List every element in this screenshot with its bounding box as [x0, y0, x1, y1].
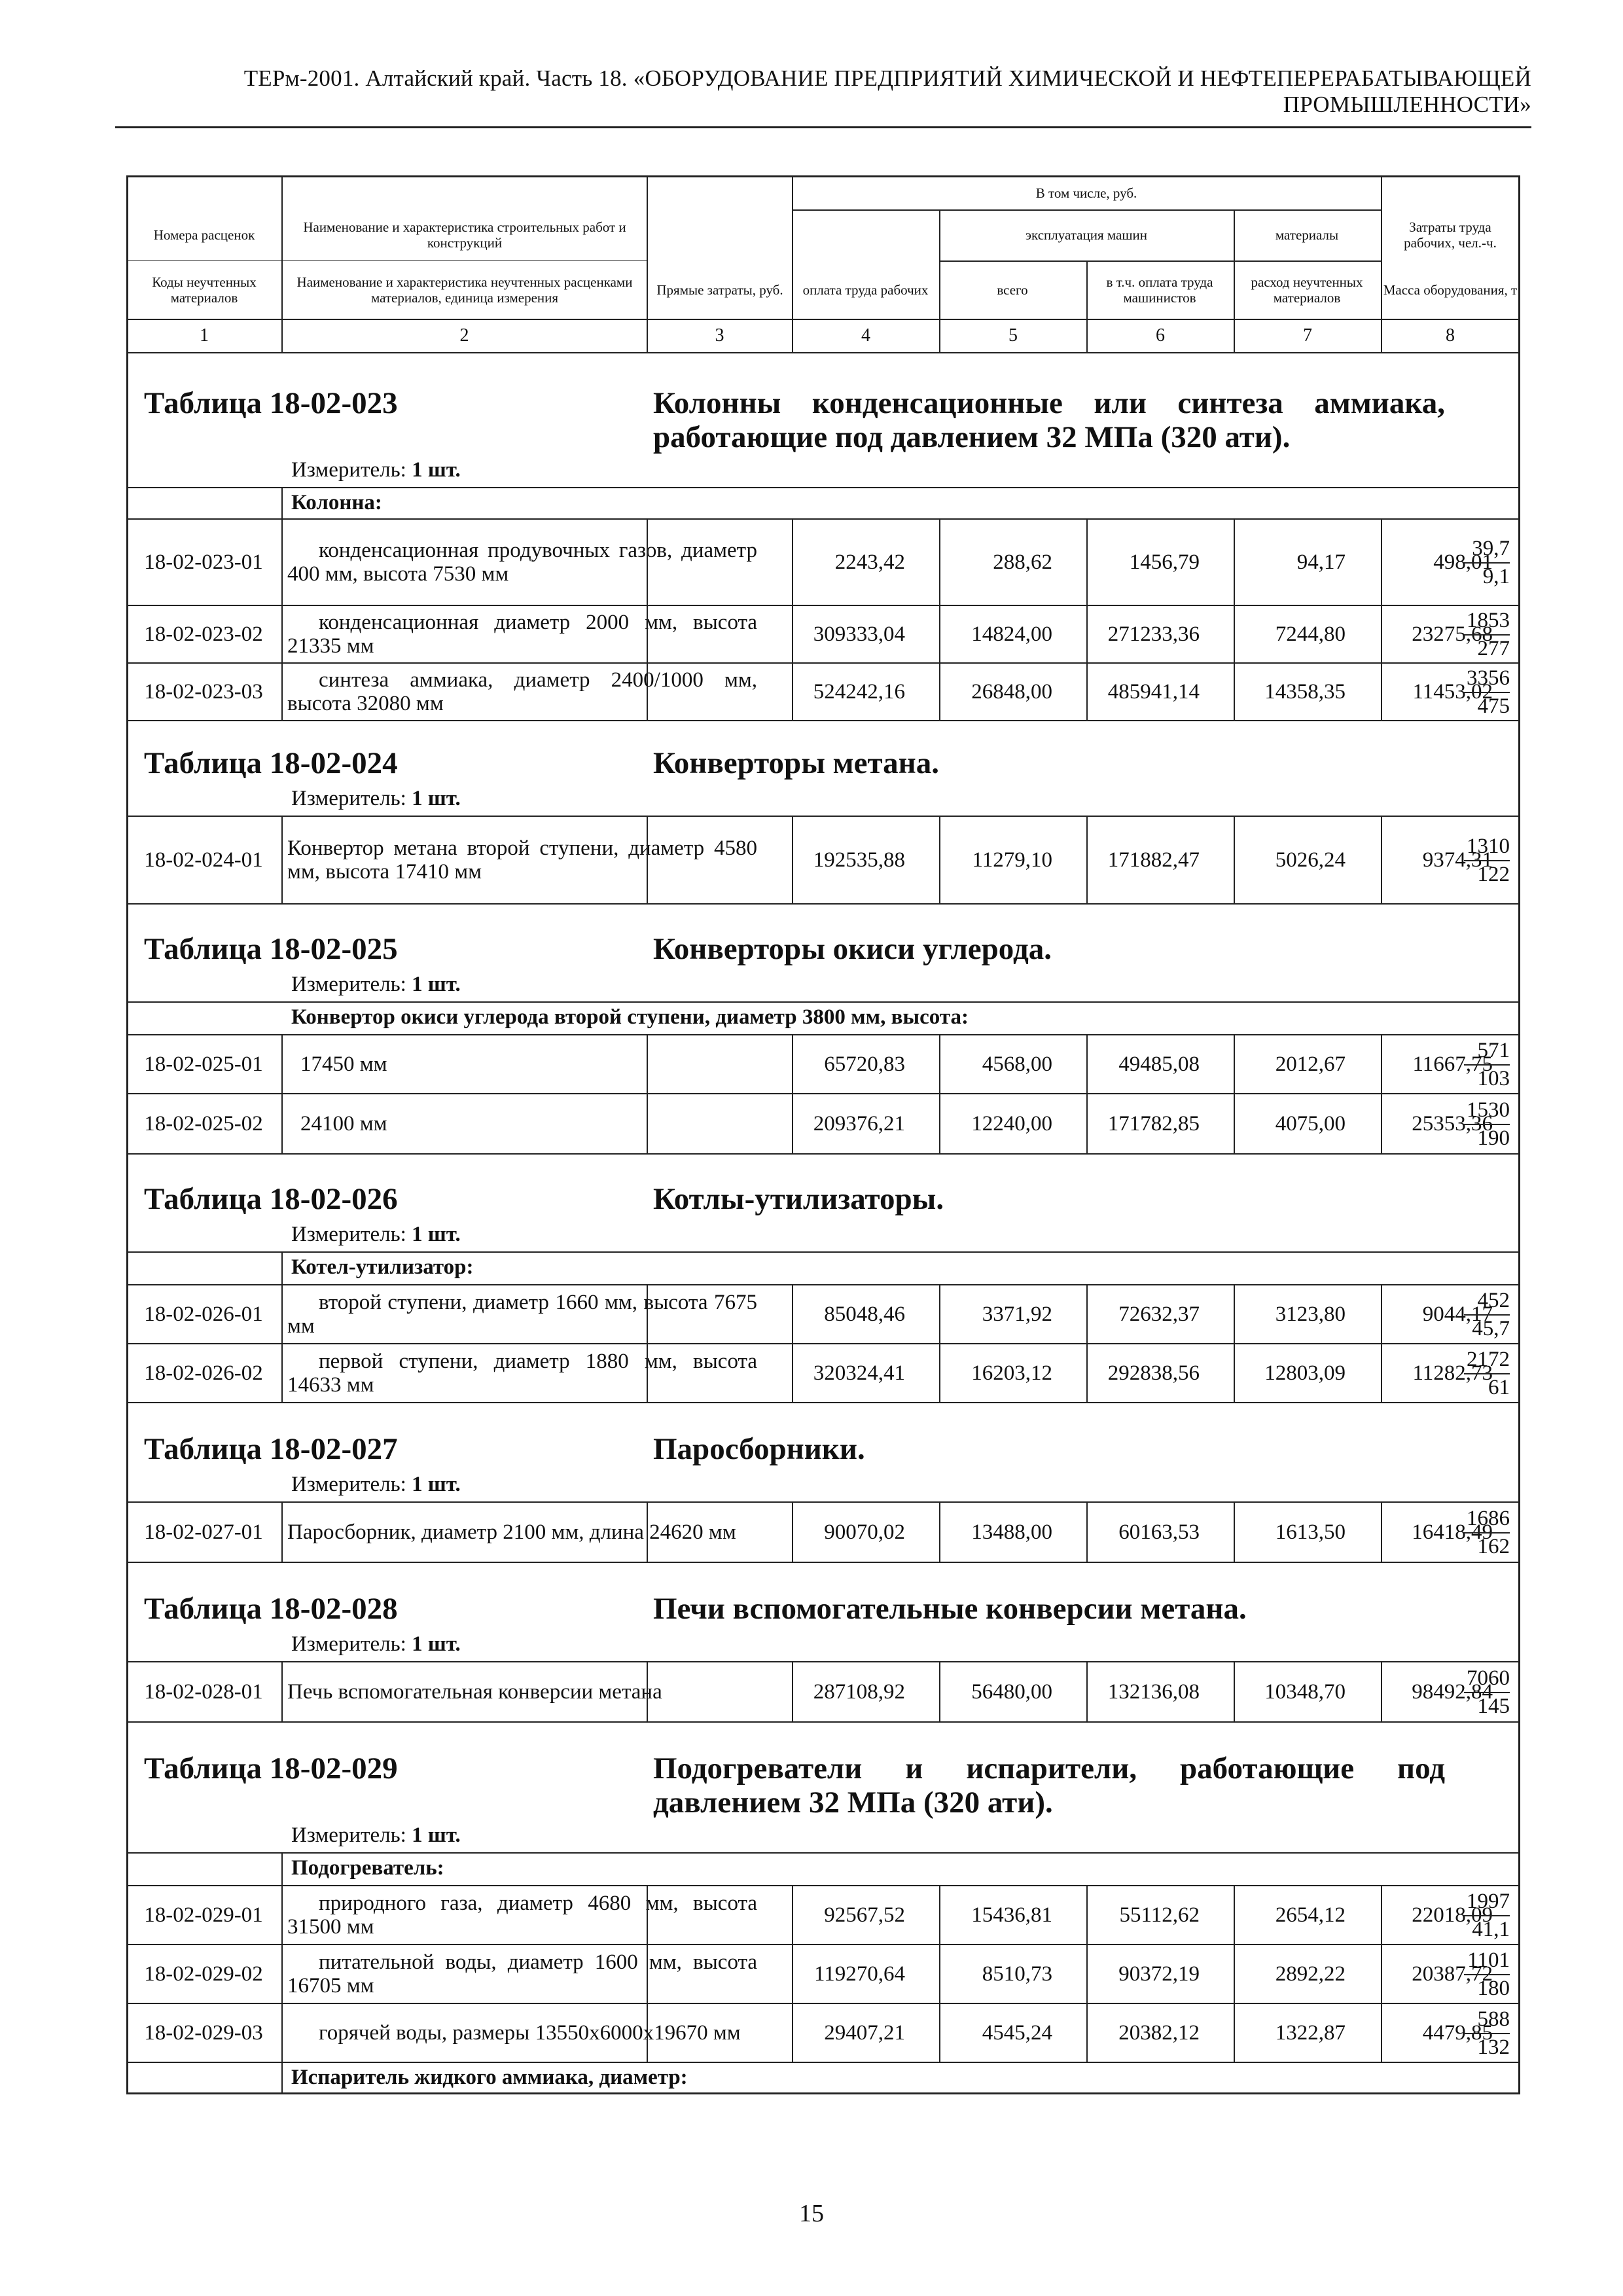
rate-code: 18-02-027-01 — [144, 1520, 263, 1544]
machines-total: 49485,08 — [1118, 1052, 1200, 1076]
machines-pay: 3123,80 — [1275, 1302, 1346, 1326]
measure-value: 1 шт. — [412, 458, 461, 482]
rate-code: 18-02-029-03 — [144, 2020, 263, 2045]
machines-total: 171782,85 — [1107, 1111, 1200, 1136]
measure — [291, 1822, 461, 1848]
divider — [126, 260, 647, 261]
divider — [1381, 1661, 1382, 1721]
direct-cost: 29407,21 — [824, 2020, 905, 2045]
rate-code: 18-02-023-01 — [144, 550, 263, 574]
col-header-materials-alt: расход неучтенных материалов — [1251, 274, 1363, 306]
divider — [792, 1284, 793, 1402]
rate-code: 18-02-028-01 — [144, 1679, 263, 1704]
divider — [792, 518, 793, 720]
mass-value: 45,7 — [1472, 1316, 1510, 1340]
mass-value: 103 — [1477, 1066, 1510, 1090]
divider — [126, 1562, 1520, 1563]
labor-pay: 8510,73 — [982, 1962, 1052, 1986]
divider — [1086, 1501, 1088, 1562]
labor-pay: 3371,92 — [982, 1302, 1052, 1326]
table-number: Таблица 18-02-029 — [144, 1751, 398, 1785]
divider — [1234, 1661, 1235, 1721]
mass-value: 9,1 — [1482, 564, 1510, 588]
measure — [291, 971, 461, 997]
measure — [291, 785, 461, 812]
table-row — [126, 817, 1520, 903]
table-number: Таблица 18-02-028 — [144, 1592, 398, 1626]
divider — [281, 816, 283, 903]
machines-pay: 94,17 — [1296, 550, 1346, 574]
divider — [1381, 1284, 1382, 1402]
divider — [647, 1501, 648, 1562]
divider — [1086, 1661, 1088, 1721]
rate-name: 17450 мм — [300, 1052, 387, 1076]
divider — [126, 720, 1520, 721]
mass-value: 162 — [1477, 1534, 1510, 1558]
labor-mass — [1431, 2004, 1510, 2062]
machines-total: 20382,12 — [1118, 2020, 1200, 2045]
direct-cost: 320324,41 — [813, 1361, 905, 1385]
rate-code: 18-02-025-02 — [144, 1111, 263, 1136]
table-row — [126, 1035, 1520, 1093]
rate-name: питательной воды, диаметр 1600 мм, высота 16705 мм — [287, 1950, 757, 1998]
table-number: Таблица 18-02-023 — [144, 386, 398, 420]
rate-code: 18-02-024-01 — [144, 848, 263, 872]
divider — [939, 1501, 940, 1562]
labor-value: 1310 — [1464, 833, 1510, 861]
header-line-2: ПРОМЫШЛЕННОСТИ» — [1283, 92, 1531, 117]
divider — [281, 1501, 283, 1562]
table-number: Таблица 18-02-024 — [144, 746, 398, 780]
col-header-materials: материалы — [1275, 227, 1339, 243]
measure-value: 1 шт. — [412, 1223, 461, 1246]
table-number: Таблица 18-02-025 — [144, 932, 398, 966]
direct-cost: 65720,83 — [824, 1052, 905, 1076]
table-row — [126, 1662, 1520, 1721]
group-label: Подогреватель: — [291, 1856, 444, 1880]
direct-cost: 209376,21 — [813, 1111, 905, 1136]
rate-code: 18-02-026-01 — [144, 1302, 263, 1326]
divider — [1381, 1885, 1382, 2062]
measure — [291, 1471, 461, 1498]
measure-value: 1 шт. — [412, 1823, 461, 1847]
measure-label: Измеритель: — [291, 1473, 406, 1496]
divider — [1086, 518, 1088, 720]
labor-value: 571 — [1464, 1037, 1510, 1066]
rate-name: конденсационная диаметр 2000 мм, высота 21335 мм — [287, 611, 757, 658]
divider — [1086, 1885, 1088, 2062]
divider — [126, 1852, 1520, 1854]
machines-pay: 12803,09 — [1264, 1361, 1346, 1385]
table-title: Печи вспомогательные конверсии метана. — [653, 1592, 1247, 1626]
labor-mass — [1431, 1285, 1510, 1343]
divider — [792, 1885, 793, 2062]
materials-cost: 16418,49 — [1412, 1520, 1493, 1544]
materials-cost: 11282,73 — [1412, 1361, 1493, 1385]
rate-name: первой ступени, диаметр 1880 мм, высота 14633 мм — [287, 1350, 757, 1397]
divider — [792, 1034, 793, 1153]
labor-pay: 12240,00 — [971, 1111, 1052, 1136]
col-header-machines-total: всего — [997, 282, 1028, 298]
col-header-name-alt: Наименование и характеристика неучтенных расценками материалов, единица измерения — [296, 274, 633, 306]
table-row — [126, 1344, 1520, 1402]
divider — [1234, 816, 1235, 903]
rate-name: Конвертор метана второй ступени, диаметр 4580 мм, высота 17410 мм — [287, 836, 757, 884]
col-header-machines-pay: в т.ч. оплата труда машинистов — [1106, 274, 1213, 306]
labor-value: 1530 — [1464, 1097, 1510, 1125]
col-number: 6 — [1156, 325, 1165, 346]
labor-value: 3356 — [1464, 665, 1510, 693]
machines-total: 171882,47 — [1107, 848, 1200, 872]
divider — [126, 1251, 1520, 1253]
materials-cost: 20387,72 — [1412, 1962, 1493, 1986]
machines-pay: 2892,22 — [1275, 1962, 1346, 1986]
machines-total: 132136,08 — [1107, 1679, 1200, 1704]
measure-label: Измеритель: — [291, 1823, 406, 1847]
divider — [126, 352, 1520, 353]
labor-pay: 16203,12 — [971, 1361, 1052, 1385]
labor-pay: 14824,00 — [971, 622, 1052, 646]
labor-value: 39,7 — [1464, 535, 1510, 564]
divider — [281, 1034, 283, 1153]
direct-cost: 2243,42 — [834, 550, 905, 574]
group-label: Конвертор окиси углерода второй ступени, диаметр 3800 мм, высота: — [291, 1005, 969, 1029]
machines-total: 485941,14 — [1107, 679, 1200, 704]
labor-pay: 4568,00 — [982, 1052, 1052, 1076]
machines-pay: 1613,50 — [1275, 1520, 1346, 1544]
divider — [1234, 1034, 1235, 1153]
labor-value: 7060 — [1464, 1665, 1510, 1693]
labor-value: 588 — [1464, 2006, 1510, 2034]
divider — [792, 1501, 793, 1562]
divider — [126, 903, 1520, 905]
labor-value: 1853 — [1464, 607, 1510, 636]
machines-pay: 1322,87 — [1275, 2020, 1346, 2045]
rate-name: Паросборник, диаметр 2100 мм, длина 24620 мм — [287, 1520, 736, 1544]
measure-value: 1 шт. — [412, 1632, 461, 1656]
direct-cost: 119270,64 — [813, 1962, 905, 1986]
col-header-labor: Затраты труда рабочих, чел.-ч. — [1404, 219, 1497, 251]
mass-value: 180 — [1477, 1976, 1510, 2000]
machines-pay: 4075,00 — [1275, 1111, 1346, 1136]
measure-label: Измеритель: — [291, 1632, 406, 1656]
divider — [281, 1251, 283, 1402]
measure — [291, 1221, 461, 1247]
labor-value: 1997 — [1464, 1888, 1510, 1916]
labor-pay: 288,62 — [993, 550, 1052, 574]
table-number: Таблица 18-02-026 — [144, 1182, 398, 1216]
labor-mass — [1431, 520, 1510, 605]
table-title: Колонны конденсационные или синтеза аммиака, работающие под давлением 32 МПа (320 ати). — [653, 386, 1445, 454]
mass-value: 277 — [1477, 636, 1510, 660]
divider — [1234, 518, 1235, 720]
divider — [647, 816, 648, 903]
col-header-machines: эксплуатация машин — [1026, 227, 1147, 243]
col-number: 1 — [200, 325, 209, 346]
col-number: 4 — [861, 325, 870, 346]
divider — [1086, 1034, 1088, 1153]
materials-cost: 9374,31 — [1422, 848, 1493, 872]
labor-pay: 13488,00 — [971, 1520, 1052, 1544]
labor-pay: 11279,10 — [972, 848, 1052, 872]
page-number: 15 — [799, 2200, 824, 2227]
measure-label: Измеритель: — [291, 458, 406, 482]
divider — [647, 1284, 648, 1402]
rate-name: 24100 мм — [300, 1112, 387, 1136]
rate-name: второй ступени, диаметр 1660 мм, высота 7675 мм — [287, 1291, 757, 1338]
table-number: Таблица 18-02-027 — [144, 1432, 398, 1466]
divider — [647, 518, 648, 720]
divider — [126, 1153, 1520, 1155]
divider — [1381, 1501, 1382, 1562]
group-label: Колонна: — [291, 491, 382, 514]
mass-value: 190 — [1477, 1126, 1510, 1150]
table-title: Конверторы метана. — [653, 746, 939, 780]
direct-cost: 85048,46 — [824, 1302, 905, 1326]
materials-cost: 9044,17 — [1422, 1302, 1493, 1326]
machines-total: 292838,56 — [1107, 1361, 1200, 1385]
header-line-1: ТЕРм-2001. Алтайский край. Часть 18. «ОБОРУДОВАНИЕ ПРЕДПРИЯТИЙ ХИМИЧЕСКОЙ И НЕФТЕПЕРЕРАБАТЫВАЮЩЕЙ — [243, 65, 1531, 91]
labor-mass — [1431, 1344, 1510, 1402]
divider — [939, 1885, 940, 2062]
divider — [939, 1034, 940, 1153]
labor-pay: 26848,00 — [971, 679, 1052, 704]
labor-mass — [1431, 1035, 1510, 1093]
mass-value: 61 — [1488, 1375, 1510, 1399]
col-header-including: В том числе, руб. — [1035, 185, 1137, 201]
measure — [291, 1631, 461, 1657]
rate-name: синтеза аммиака, диаметр 2400/1000 мм, высота 32080 мм — [287, 668, 757, 715]
machines-pay: 7244,80 — [1275, 622, 1346, 646]
measure-value: 1 шт. — [412, 973, 461, 996]
divider — [792, 1661, 793, 1721]
materials-cost: 22018,09 — [1412, 1903, 1493, 1927]
direct-cost: 192535,88 — [813, 848, 905, 872]
divider — [1234, 1885, 1235, 2062]
divider — [126, 1721, 1520, 1723]
col-number: 7 — [1303, 325, 1312, 346]
rate-code: 18-02-025-01 — [144, 1052, 263, 1076]
rate-code: 18-02-023-03 — [144, 679, 263, 704]
group-label: Котел-утилизатор: — [291, 1255, 474, 1279]
divider — [281, 1661, 283, 1721]
divider — [939, 518, 940, 720]
col-number: 5 — [1008, 325, 1018, 346]
divider — [1381, 816, 1382, 903]
direct-cost: 287108,92 — [813, 1679, 905, 1704]
labor-mass — [1431, 664, 1510, 720]
table-row — [126, 2004, 1520, 2062]
divider — [126, 487, 1520, 488]
materials-cost: 498,01 — [1433, 550, 1493, 574]
measure — [291, 457, 461, 483]
measure-value: 1 шт. — [412, 787, 461, 810]
labor-mass — [1431, 606, 1510, 662]
machines-pay: 2654,12 — [1275, 1903, 1346, 1927]
machines-total: 60163,53 — [1118, 1520, 1200, 1544]
mass-value: 132 — [1477, 2035, 1510, 2059]
machines-total: 72632,37 — [1118, 1302, 1200, 1326]
col-header-labor-pay: оплата труда рабочих — [802, 282, 929, 298]
divider — [1381, 518, 1382, 720]
direct-cost: 90070,02 — [824, 1520, 905, 1544]
divider — [939, 816, 940, 903]
measure-label: Измеритель: — [291, 787, 406, 810]
table-title: Конверторы окиси углерода. — [653, 932, 1052, 966]
table-row — [126, 1094, 1520, 1153]
labor-mass — [1431, 817, 1510, 903]
divider — [126, 1001, 1520, 1003]
table-row — [126, 1886, 1520, 1944]
labor-mass — [1431, 1945, 1510, 2003]
labor-pay: 56480,00 — [971, 1679, 1052, 1704]
labor-mass — [1431, 1094, 1510, 1153]
group-label: Испаритель жидкого аммиака, диаметр: — [291, 2066, 688, 2089]
col-header-direct: Прямые затраты, руб. — [656, 282, 783, 298]
direct-cost: 524242,16 — [813, 679, 905, 704]
table-title: Подогреватели и испарители, работающие под давлением 32 МПа (320 ати). — [653, 1751, 1445, 1820]
header-rule — [115, 126, 1531, 128]
machines-pay: 10348,70 — [1264, 1679, 1346, 1704]
machines-pay: 5026,24 — [1275, 848, 1346, 872]
table-row — [126, 1945, 1520, 2003]
labor-value: 2172 — [1464, 1346, 1510, 1374]
labor-pay: 4545,24 — [982, 2020, 1052, 2045]
divider — [647, 1885, 648, 2062]
labor-value: 1101 — [1464, 1947, 1510, 1975]
divider — [647, 1034, 648, 1153]
divider — [1234, 1284, 1235, 1402]
materials-cost: 11453,02 — [1412, 679, 1493, 704]
labor-mass — [1431, 1886, 1510, 1944]
divider — [281, 1852, 283, 2094]
divider — [647, 1661, 648, 1721]
table-row — [126, 1285, 1520, 1343]
direct-cost: 309333,04 — [813, 622, 905, 646]
materials-cost: 4479,85 — [1422, 2020, 1493, 2045]
page-header — [115, 65, 1531, 118]
col-number: 3 — [715, 325, 724, 346]
machines-total: 1456,79 — [1129, 550, 1200, 574]
table-row — [126, 1503, 1520, 1562]
table-row — [126, 664, 1520, 720]
divider — [1086, 1284, 1088, 1402]
materials-cost: 11667,75 — [1412, 1052, 1493, 1076]
divider — [126, 1402, 1520, 1403]
direct-cost: 92567,52 — [824, 1903, 905, 1927]
col-header-name: Наименование и характеристика строительных работ и конструкций — [303, 219, 626, 251]
measure-label: Измеритель: — [291, 1223, 406, 1246]
rate-name: горячей воды, размеры 13550х6000х19670 мм — [319, 2021, 741, 2045]
rate-code: 18-02-029-02 — [144, 1962, 263, 1986]
rate-code: 18-02-026-02 — [144, 1361, 263, 1385]
mass-value: 122 — [1477, 862, 1510, 886]
materials-cost: 98492,84 — [1412, 1679, 1493, 1704]
labor-mass — [1431, 1503, 1510, 1562]
table-title: Котлы-утилизаторы. — [653, 1182, 944, 1216]
machines-total: 271233,36 — [1107, 622, 1200, 646]
rate-name: природного газа, диаметр 4680 мм, высота 31500 мм — [287, 1892, 757, 1939]
labor-pay: 15436,81 — [971, 1903, 1052, 1927]
mass-value: 475 — [1477, 694, 1510, 718]
mass-value: 41,1 — [1472, 1917, 1510, 1941]
machines-total: 55112,62 — [1119, 1903, 1200, 1927]
rate-code: 18-02-023-02 — [144, 622, 263, 646]
machines-total: 90372,19 — [1118, 1962, 1200, 1986]
divider — [126, 2062, 1520, 2063]
divider — [939, 1284, 940, 1402]
measure-label: Измеритель: — [291, 973, 406, 996]
rate-name: Печь вспомогательная конверсии метана — [287, 1680, 662, 1704]
machines-pay: 14358,35 — [1264, 679, 1346, 704]
col-number: 8 — [1446, 325, 1455, 346]
col-header-code-alt: Коды неучтенных материалов — [152, 274, 257, 306]
labor-mass — [1431, 1662, 1510, 1721]
measure-value: 1 шт. — [412, 1473, 461, 1496]
col-header-code: Номера расценок — [153, 227, 255, 243]
labor-value: 452 — [1464, 1287, 1510, 1316]
col-number: 2 — [459, 325, 469, 346]
materials-cost: 25353,36 — [1412, 1111, 1493, 1136]
divider — [939, 1661, 940, 1721]
divider — [1381, 1034, 1382, 1153]
machines-pay: 2012,67 — [1275, 1052, 1346, 1076]
divider — [792, 816, 793, 903]
rate-name: конденсационная продувочных газов, диаметр 400 мм, высота 7530 мм — [287, 539, 757, 586]
rate-code: 18-02-029-01 — [144, 1903, 263, 1927]
labor-value: 1686 — [1464, 1505, 1510, 1534]
table-row — [126, 520, 1520, 605]
col-header-mass: Масса оборудования, т — [1383, 282, 1518, 298]
table-title: Паросборники. — [653, 1432, 865, 1466]
divider — [1234, 1501, 1235, 1562]
materials-cost: 23275,68 — [1412, 622, 1493, 646]
divider — [1086, 816, 1088, 903]
mass-value: 145 — [1477, 1694, 1510, 1718]
table-row — [126, 606, 1520, 662]
divider — [281, 487, 283, 720]
